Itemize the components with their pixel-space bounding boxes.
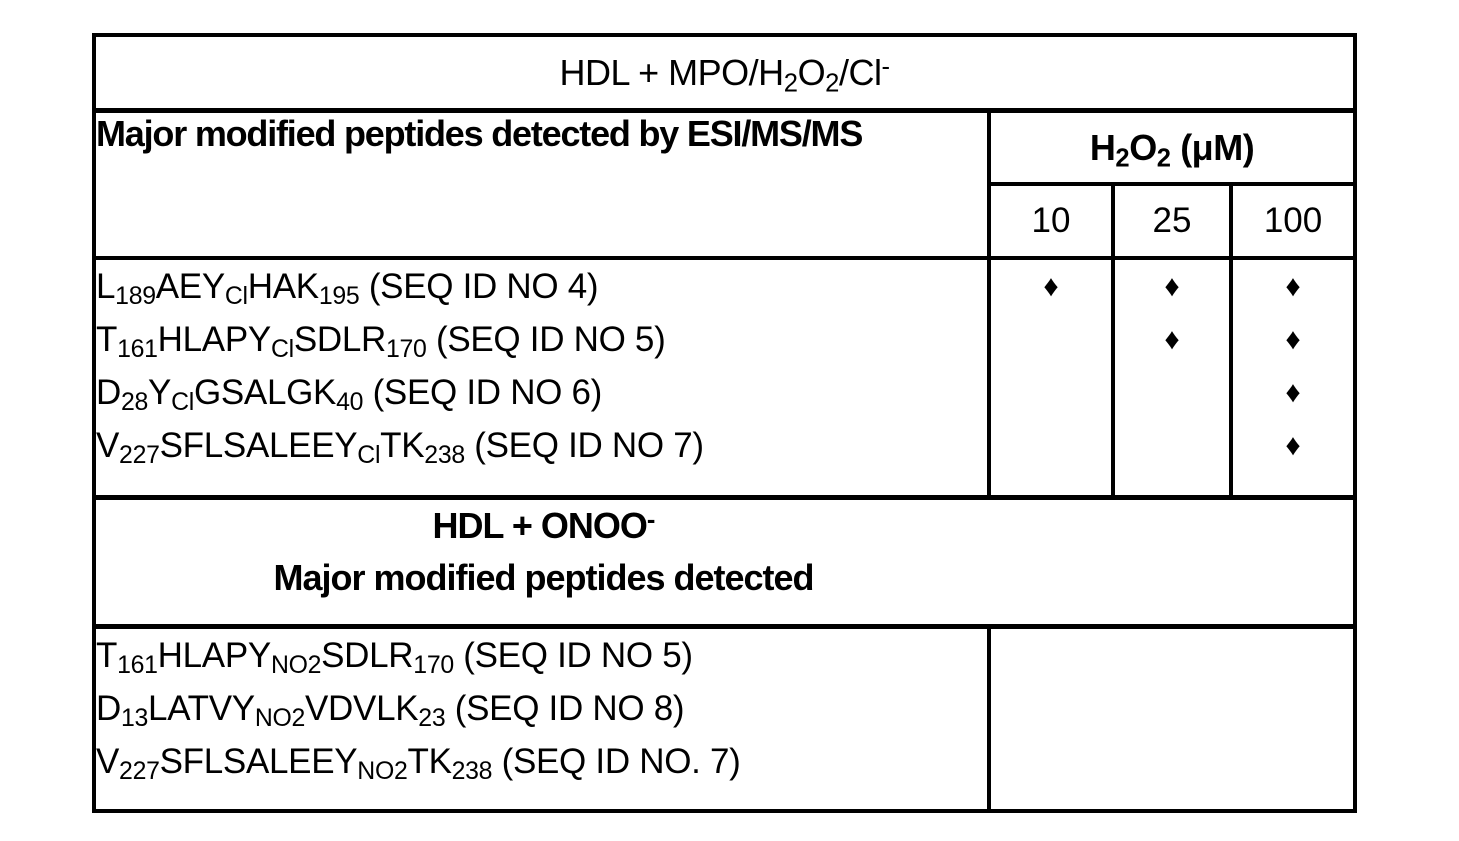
h2o2-dose-group-header: $H_2O_2$ (μM) <box>989 111 1355 185</box>
peptide-row: $T_{161}HLAPY_{NO2}SDLR_{170}$ (SEQ ID NO 5) <box>96 636 693 680</box>
marker-column-10 <box>989 258 1113 498</box>
section2-header <box>96 500 991 604</box>
peptide-row: $D_{13}LATVY_{NO2}VDVLK_{23}$ (SEQ ID NO 8) <box>96 689 685 733</box>
diamond-marker <box>1115 366 1229 419</box>
diamond-marker <box>991 419 1111 472</box>
peptide-row: $V_{227}SFLSALEEY_{NO2}TK_{238}$ (SEQ ID NO. 7) <box>96 742 741 786</box>
empty-marker-cell <box>989 627 1355 812</box>
peptide-row: $T_{161}HLAPY_{Cl}SDLR_{170}$ (SEQ ID NO 5) <box>96 320 666 364</box>
diamond-marker: ♦ <box>1164 323 1180 356</box>
section1-title: HDL + MPO/$H_2O_2/Cl^-$ <box>94 35 1355 111</box>
modified-peptides-table <box>92 33 1357 813</box>
diamond-marker: ♦ <box>1285 376 1301 409</box>
dose-header-25: 25 <box>1113 184 1231 258</box>
diamond-marker: ♦ <box>1285 270 1301 303</box>
peptide-row: $D_{28}Y_{Cl}GSALGK_{40}$ (SEQ ID NO 6) <box>96 373 603 417</box>
section2-subtitle: Major modified peptides detected <box>273 557 814 598</box>
diamond-marker <box>1115 419 1229 472</box>
diamond-marker <box>991 366 1111 419</box>
section2-title: HDL + ONOO- <box>432 505 655 546</box>
section2-header-cell <box>94 498 1355 627</box>
marker-column-100 <box>1231 258 1355 498</box>
diamond-marker: ♦ <box>1285 323 1301 356</box>
dose-header-100: 100 <box>1231 184 1355 258</box>
diamond-marker: ♦ <box>1285 429 1301 462</box>
section2-peptide-list <box>94 627 989 812</box>
marker-column-25 <box>1113 258 1231 498</box>
peptide-row: $V_{227}SFLSALEEY_{Cl}TK_{238}$ (SEQ ID NO 7) <box>96 426 704 470</box>
peptide-row: $L_{189}AEY_{Cl}HAK_{195}$ (SEQ ID NO 4) <box>96 267 599 311</box>
dose-header-10: 10 <box>989 184 1113 258</box>
diamond-marker: ♦ <box>1164 270 1180 303</box>
diamond-marker: ♦ <box>1043 270 1059 303</box>
peptide-column-header: Major modified peptides detected by ESI/MS/MS <box>94 111 989 259</box>
diamond-marker <box>991 313 1111 366</box>
section1-peptide-list <box>94 258 989 498</box>
